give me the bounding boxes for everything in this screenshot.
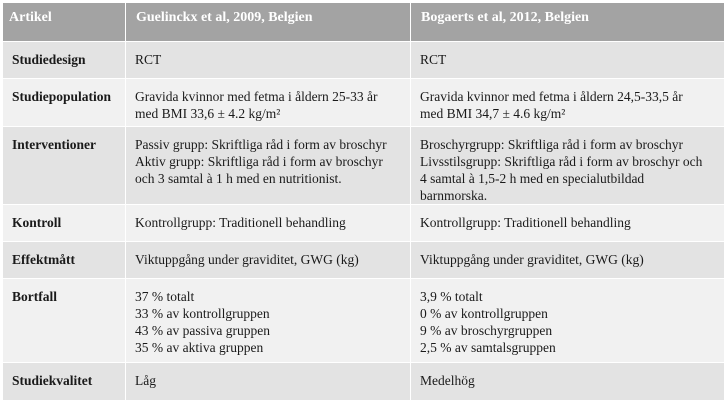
cell-guelinckx [126,242,411,279]
cell-line: Gravida kvinnor med fetma i åldern 24,5-33,5 år [420,89,683,104]
cell-line: Viktuppgång under graviditet, GWG (kg) [135,252,359,267]
header-row [3,3,725,42]
cell-bogaerts [411,205,725,242]
cell-line: Gravida kvinnor med fetma i åldern 25-33 år [135,89,378,104]
header-artikel: Artikel [3,3,126,42]
cell-bogaerts [411,42,725,79]
header-bogaerts: Bogaerts et al, 2012, Belgien [411,3,725,42]
cell-bogaerts [411,127,725,205]
cell-line: RCT [135,52,162,67]
cell-guelinckx [126,279,411,363]
row-label: Effektmått [3,242,126,279]
table-body [3,42,725,401]
cell-line: och 3 samtal à 1 h med en nutritionist. [135,171,342,186]
row-label: Studiekvalitet [3,363,126,401]
cell-guelinckx [126,42,411,79]
row-label: Bortfall [3,279,126,363]
cell-guelinckx [126,363,411,401]
cell-guelinckx [126,79,411,127]
cell-guelinckx [126,127,411,205]
cell-line: Medelhög [420,373,475,388]
cell-line: Viktuppgång under graviditet, GWG (kg) [420,252,644,267]
cell-line: 4 samtal à 1,5-2 h med en specialutbildad [420,171,645,186]
cell-bogaerts [411,242,725,279]
cell-line: 0 % av kontrollgruppen [420,306,548,321]
cell-line: Kontrollgrupp: Traditionell behandling [420,215,631,230]
table-row-kontroll [3,205,725,242]
table-row-bortfall [3,279,725,363]
row-label: Kontroll [3,205,126,242]
table-row-effektmatt [3,242,725,279]
cell-line: barnmorska. [420,188,488,203]
cell-line: Kontrollgrupp: Traditionell behandling [135,215,346,230]
table-row-studiedesign [3,42,725,79]
row-label: Studiepopulation [3,79,126,127]
cell-line: med BMI 34,7 ± 4.6 kg/m² [420,106,566,121]
table-row-studiekvalitet [3,363,725,401]
cell-line: Livsstilsgrupp: Skriftliga råd i form av broschyr och [420,154,703,169]
row-label: Interventioner [3,127,126,205]
table-row-studiepopulation [3,79,725,127]
cell-bogaerts [411,79,725,127]
header-guelinckx: Guelinckx et al, 2009, Belgien [126,3,411,42]
cell-line: Broschyrgrupp: Skriftliga råd i form av broschyr [420,137,683,152]
cell-bogaerts [411,279,725,363]
cell-line: Passiv grupp: Skriftliga råd i form av broschyr [135,137,387,152]
cell-line: 33 % av kontrollgruppen [135,306,270,321]
table-row-interventioner [3,127,725,205]
cell-bogaerts [411,363,725,401]
cell-line: RCT [420,52,447,67]
cell-line: Låg [135,373,156,388]
cell-line: 35 % av aktiva gruppen [135,340,264,355]
cell-line: 2,5 % av samtalsgruppen [420,340,556,355]
study-comparison-table [2,2,725,401]
row-label: Studiedesign [3,42,126,79]
cell-line: med BMI 33,6 ± 4.2 kg/m² [135,106,281,121]
cell-line: 43 % av passiva gruppen [135,323,270,338]
cell-line: 3,9 % totalt [420,289,483,304]
cell-line: 9 % av broschyrgruppen [420,323,553,338]
cell-line: 37 % totalt [135,289,195,304]
cell-guelinckx [126,205,411,242]
cell-line: Aktiv grupp: Skriftliga råd i form av broschyr [135,154,383,169]
